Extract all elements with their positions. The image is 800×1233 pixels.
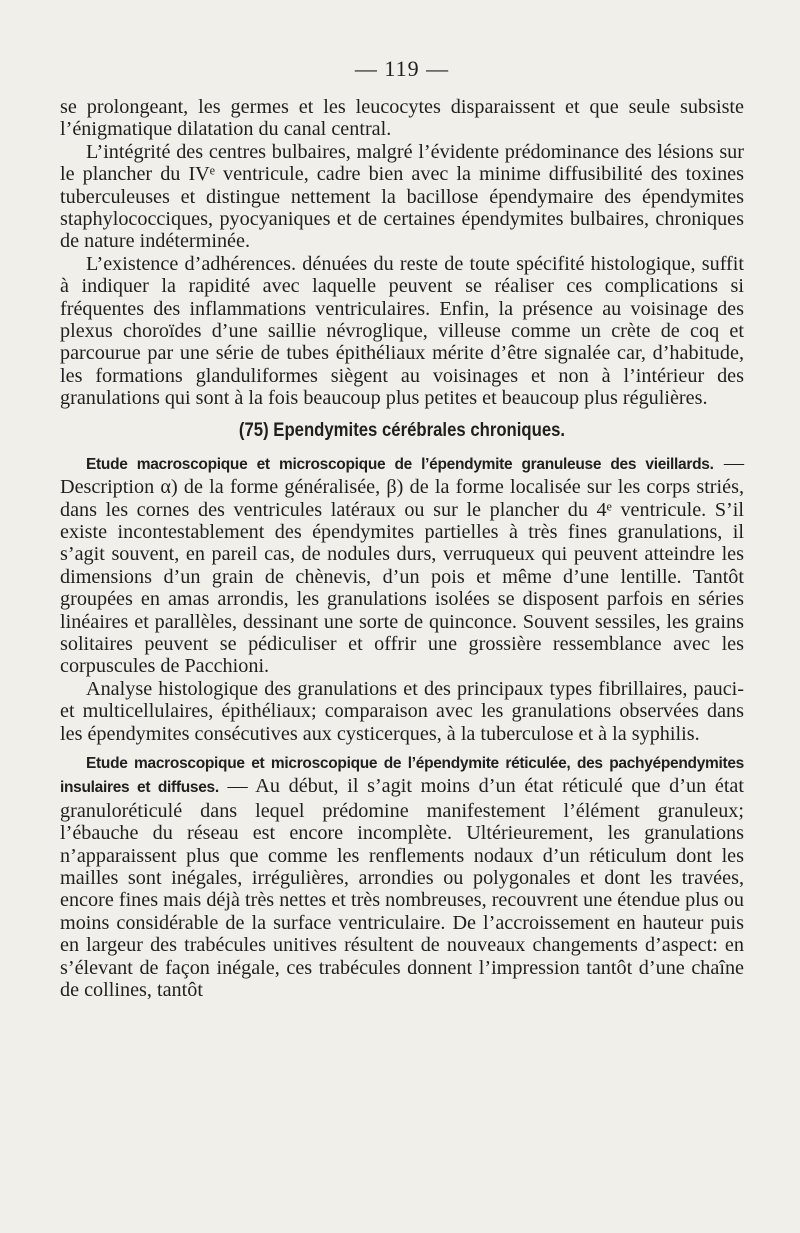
paragraph-continued: se prolongeant, les germes et les leucocytes disparaissent et que seule subsiste l’énigmatique dilatation du canal central. — [60, 96, 744, 141]
paragraph-adhesions: L’existence d’adhérences. dénuées du reste de toute spécifité histologique, suffit à indiquer la rapidité avec laquelle peuvent se réaliser ces complications si fréquentes des inflammations ventriculaires. Enfin, la présence au voisinage des plexus choroïdes d’une saillie névroglique, villeuse comme un crète de coq et parcourue par une série de tubes épithéliaux mérite d’être signalée car, d’habitude, les formations glanduliformes siègent au voisinages et non à l’intérieur des granulations qui sont à la fois beaucoup plus petites et beaucoup plus régulières. — [60, 252, 744, 410]
runin-title-granular: Etude macroscopique et microscopique de l’épendymite granuleuse des vieillards. — [86, 455, 714, 473]
section-heading: (75) Ependymites cérébrales chroniques. — [238, 419, 566, 441]
paragraph-reticular-ependymitis — [60, 751, 744, 1001]
page-number: — 119 — — [354, 56, 450, 81]
paragraph-reticular-text: — Au début, il s’agit moins d’un état réticulé que d’un état granuloréticulé dans lequel prédomine manifestement l’élément granuleux; l’ébauche du réseau est encore incomplète. Ultérieurement, les granulations n’apparaissent plus que comme les renflements nodaux d’un réticulum dont les mailles sont inégales, irrégulières, arrondies ou polygonales et dont les travées, encore fines mais déjà très nettes et très nombreuses, recouvrent une étendue plus ou moins considérable de la surface ventriculaire. De l’accroissement en hauteur puis en largeur des trabécules unitives résultent de nouveaux changements d’aspect: en s’élevant de façon inégale, ces trabécules donnent l’impression tantôt d’une chaîne de collines, tantôt — [60, 775, 744, 1002]
paragraph-granular-text: — Description α) de la forme généralisée, β) de la forme localisée sur les corps striés, dans les cornes des ventricules latéraux ou sur le plancher du 4ᵉ ventricule. S’il existe incontestablement des épendymites partielles à très fines granulations, il s’agit souvent, en pareil cas, de nodules durs, verruqueux qui peuvent atteindre les dimensions d’un grain de chènevis, d’un pois et même d’une lentille. Tantôt groupées en amas arrondis, les granulations isolées se disposent parfois en séries linéaires et parallèles, dessinant une sorte de quinconce. Souvent sessiles, les grains solitaires peuvent se pédiculiser et offrir une grossière ressemblance avec les corpuscules de Pacchioni. — [60, 451, 745, 678]
runin-title-reticular: Etude macroscopique et microscopique de l’épendymite réticulée, des pachyépendymites insulaires et diffuses. — [60, 754, 744, 797]
paragraph-bulbar-integrity: L’intégrité des centres bulbaires, malgré l’évidente prédominance des lésions sur le plancher du IVᵉ ventricule, cadre bien avec la minime diffusibilité des toxines tuberculeuses et distingue nettement la bacillose épendymaire des épendymites staphylococciques, pyocyaniques et de certaines épendymites bulbaires, chroniques de nature indéterminée. — [60, 140, 744, 253]
paragraph-granular-ependymitis — [60, 452, 744, 678]
paragraph-histological-analysis: Analyse histologique des granulations et des principaux types fibrillaires, pauci-et multicellulaires, épithéliaux; comparaison avec les granulations observées dans les épendymites consécutives aux cysticerques, à la tuberculose et à la syphilis. — [60, 677, 744, 745]
